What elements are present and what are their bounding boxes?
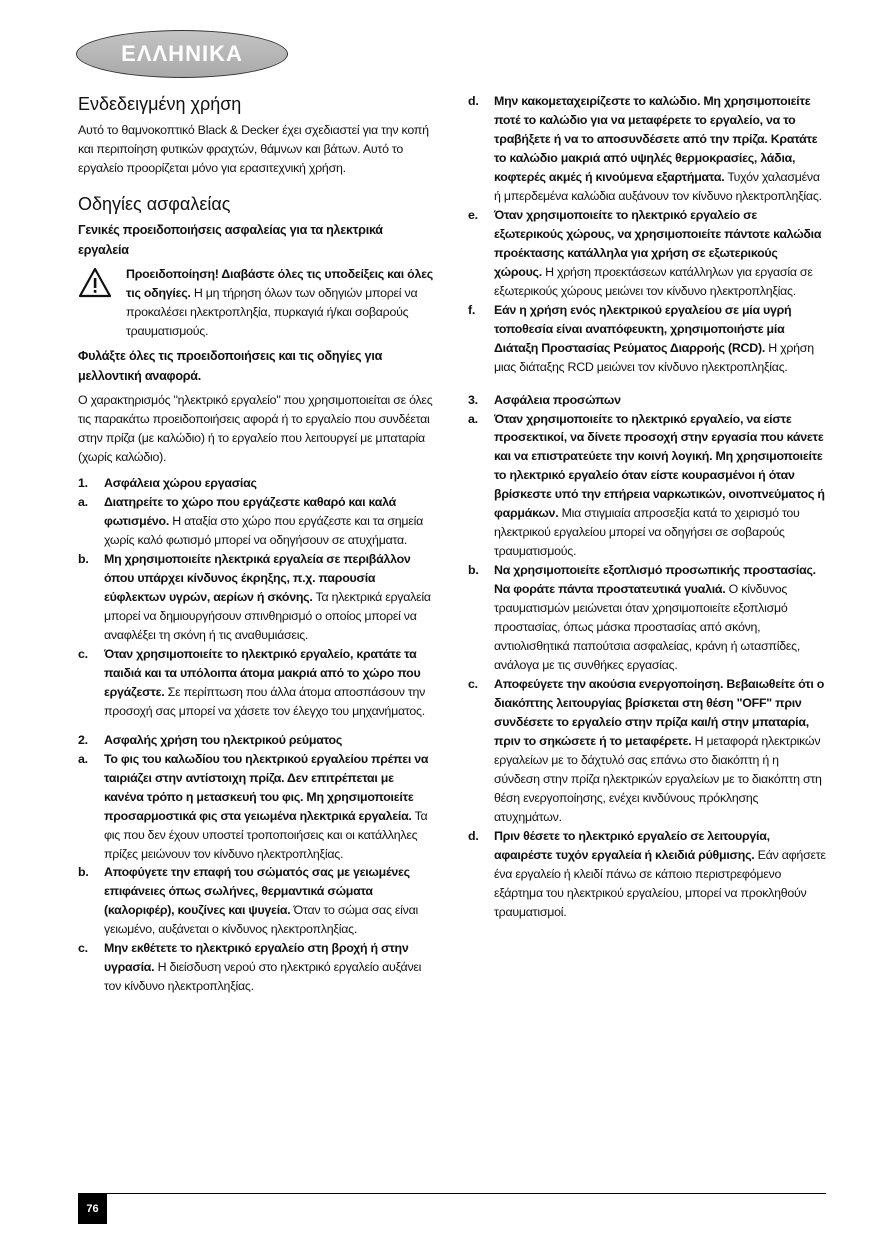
list-item: b. Μη χρησιμοποιείτε ηλεκτρικά εργαλεία σε περιβάλλον όπου υπάρχει κίνδυνος έκρηξης, π.χ. παρουσία εύφλεκτων υγρών, αερίων ή σκόνης. Τα ηλεκτρικά εργαλεία μπορεί να δημιουργήσουν σπινθηρισμό ο οποίος μπορεί να αναφλέξει τη σκόνη ή τις αναθυμιάσεις. bbox=[78, 551, 431, 642]
footer-rule bbox=[78, 1193, 826, 1194]
keep-instructions-notice: Φυλάξτε όλες τις προειδοποιήσεις και τις οδηγίες για μελλοντική αναφορά. bbox=[78, 349, 383, 383]
list-item: c. Αποφεύγετε την ακούσια ενεργοποίηση. Βεβαιωθείτε ότι ο διακόπτης λειτουργίας βρίσκεται στη θέση "OFF" πριν συνδέσετε το εργαλείο στην πρίζα και/ή στην μπαταρία, πριν το σηκώσετε ή το μεταφέρετε. Η μεταφορά ηλεκτρικών εργαλείων με το δάχτυλό σας επάνω στο διακόπτη ή η σύνδεση στην πρίζα ηλεκτρικών εργαλείων με το διακόπτη στη θέση ενεργοποίησης, ενέχει κινδύνους πρόκλησης ατυχημάτων. bbox=[468, 677, 825, 824]
list-item: e. Όταν χρησιμοποιείτε το ηλεκτρικό εργαλείο σε εξωτερικούς χώρους, να χρησιμοποιείτε πάντοτε καλώδια προέκτασης κατάλληλα για χρήση σε εξωτερικούς χώρους. Η χρήση προεκτάσεων κατάλληλων για εργασία σε εξωτερικούς χώρους μειώνει τον κίνδυνο ηλεκτροπληξίας. bbox=[468, 207, 822, 298]
list-item: d. Μην κακομεταχειρίζεστε το καλώδιο. Μη χρησιμοποιείτε ποτέ το καλώδιο για να μεταφέρετε το εργαλείο, να το τραβήξετε ή να το αποσυνδέσετε από την πρίζα. Κρατάτε το καλώδιο μακριά από υψηλές θερμοκρασίες, λάδια, κοφτερές ακμές ή κινούμενα εξαρτήματα. Τυχόν χαλασμένα ή μπερδεμένα καλώδια αυξάνουν τον κίνδυνο ηλεκτροπληξίας. bbox=[468, 94, 822, 203]
warning-triangle-icon bbox=[78, 265, 126, 341]
safety-heading: Οδηγίες ασφαλείας bbox=[78, 194, 231, 215]
section-heading: 3. Ασφάλεια προσώπων bbox=[468, 392, 621, 407]
list-item: a. Το φις του καλωδίου του ηλεκτρικού εργαλείου πρέπει να ταιριάζει στην αντίστοιχη πρίζα. Δεν επιτρέπεται με κανένα τρόπο η μετασκευή του φις. Μη χρησιμοποιείτε προσαρμοστικά φις στα γειωμένα ηλεκτρικά εργαλεία. Τα φις που δεν έχουν υποστεί τροποποιήσεις και οι κατάλληλες πρίζες μειώνουν τον κίνδυνο ηλεκτροπληξίας. bbox=[78, 751, 429, 861]
warning-block bbox=[78, 265, 436, 341]
general-warnings-heading: Γενικές προειδοποιήσεις ασφαλείας για τα ηλεκτρικά εργαλεία bbox=[78, 223, 383, 257]
list-item: a. Όταν χρησιμοποιείτε το ηλεκτρικό εργαλείο, να είστε προσεκτικοί, να δίνετε προσοχή στην εργασία που κάνετε και να επιστρατεύετε την κοινή λογική. Μη χρησιμοποιείτε το ηλεκτρικό εργαλείο όταν είστε κουρασμένοι ή όταν βρίσκεστε υπό την επήρεια ναρκωτικών, οινοπνεύματος ή φαρμάκων. Μια στιγμιαία απροσεξία κατά το χειρισμό του ηλεκτρικού εργαλείου μπορεί να οδηγήσει σε σοβαρούς τραυματισμούς. bbox=[468, 411, 825, 559]
warning-text: Η μη τήρηση όλων των οδηγιών μπορεί να προκαλέσει ηλεκτροπληξία, πυρκαγιά ή/και σοβαρούς τραυματισμούς. bbox=[126, 286, 418, 339]
page-number: 76 bbox=[78, 1193, 107, 1224]
list-item: f. Εάν η χρήση ενός ηλεκτρικού εργαλείου σε μία υγρή τοποθεσία είναι αναπόφευκτη, χρησιμοποιήστε μία Διάταξη Προστασίας Ρεύματος Διαρροής (RCD). Η χρήση μιας διάταξης RCD μειώνει τον κίνδυνο ηλεκτροπληξίας. bbox=[468, 302, 814, 374]
list-item: a. Διατηρείτε το χώρο που εργάζεστε καθαρό και καλά φωτισμένο. Η αταξία στο χώρο που εργάζεστε και τα σημεία χωρίς καλό φωτισμό μπορεί να οδηγήσουν σε ατυχήματα. bbox=[78, 495, 423, 547]
section-3 bbox=[468, 391, 826, 922]
right-column bbox=[468, 92, 826, 926]
list-item: d. Πριν θέσετε το ηλεκτρικό εργαλείο σε λειτουργία, αφαιρέστε τυχόν εργαλεία ή κλειδιά ρύθμισης. Εάν αφήσετε ένα εργαλείο ή κλειδί πάνω σε κάποιο περιστρεφόμενο εξάρτημα του ηλεκτρικού εργαλείου, μπορεί να προκληθούν τραυματισμοί. bbox=[468, 828, 826, 919]
power-tool-definition: Ο χαρακτηρισμός "ηλεκτρικό εργαλείο" που χρησιμοποιείται σε όλες τις παρακάτω προειδοποιήσεις αφορά ή το εργαλείο που συνδέεται στην πρίζα (με καλώδιο) ή το εργαλείο που λειτουργεί με μπαταρία (χωρίς καλώδιο). bbox=[78, 393, 433, 465]
section-2 bbox=[78, 731, 436, 997]
list-item: b. Αποφύγετε την επαφή του σώματός σας με γειωμένες επιφάνειες όπως σωλήνες, θερμαντικά σώματα (καλοριφέρ), κουζίνες και ψυγεία. Όταν το σώμα σας είναι γειωμένο, αυξάνεται ο κίνδυνος ηλεκτροπληξίας. bbox=[78, 865, 418, 937]
section-heading: 1. Ασφάλεια χώρου εργασίας bbox=[78, 476, 257, 491]
left-column bbox=[78, 92, 436, 1000]
section-heading: 2. Ασφαλής χρήση του ηλεκτρικού ρεύματος bbox=[78, 732, 343, 747]
list-item: c. Όταν χρησιμοποιείτε το ηλεκτρικό εργαλείο, κρατάτε τα παιδιά και τα υπόλοιπα άτομα μακριά από το χώρο που εργάζεστε. Σε περίπτωση που άλλα άτομα αποσπάσουν την προσοχή σας μπορεί να χάσετε τον έλεγχο του μηχανήματος. bbox=[78, 646, 426, 718]
intended-use-heading: Ενδεδειγμένη χρήση bbox=[78, 94, 242, 114]
list-item: b. Να χρησιμοποιείτε εξοπλισμό προσωπικής προστασίας. Να φοράτε πάντα προστατευτικά γυαλιά. Ο κίνδυνος τραυματισμών μειώνεται όταν χρησιμοποιείτε εξοπλισμό προστασίας, όπως μάσκα προστασίας από σκόνη, αντιολισθητικά παπούτσια ασφαλείας, κράνη ή ωτασπίδες, ανάλογα με τις συνθήκες εργασίας. bbox=[468, 563, 816, 673]
warning-bold-text: Προειδοποίηση! Διαβάστε όλες τις υποδείξεις και όλες τις οδηγίες. bbox=[126, 267, 433, 301]
language-badge: ΕΛΛΗΝΙΚΑ bbox=[76, 30, 288, 78]
list-item: c. Μην εκθέτετε το ηλεκτρικό εργαλείο στη βροχή ή στην υγρασία. Η διείσδυση νερού στο ηλεκτρικό εργαλείο αυξάνει τον κίνδυνο ηλεκτροπληξίας. bbox=[78, 941, 422, 994]
section-1 bbox=[78, 474, 436, 721]
section-2-continued bbox=[468, 92, 826, 377]
intended-use-text: Αυτό το θαμνοκοπτικό Black & Decker έχει σχεδιαστεί για την κοπή και περιποίηση φυτικών φραχτών, θάμνων και βάτων. Αυτό το εργαλείο προορίζεται μόνο για ερασιτεχνική χρήση. bbox=[78, 123, 429, 176]
